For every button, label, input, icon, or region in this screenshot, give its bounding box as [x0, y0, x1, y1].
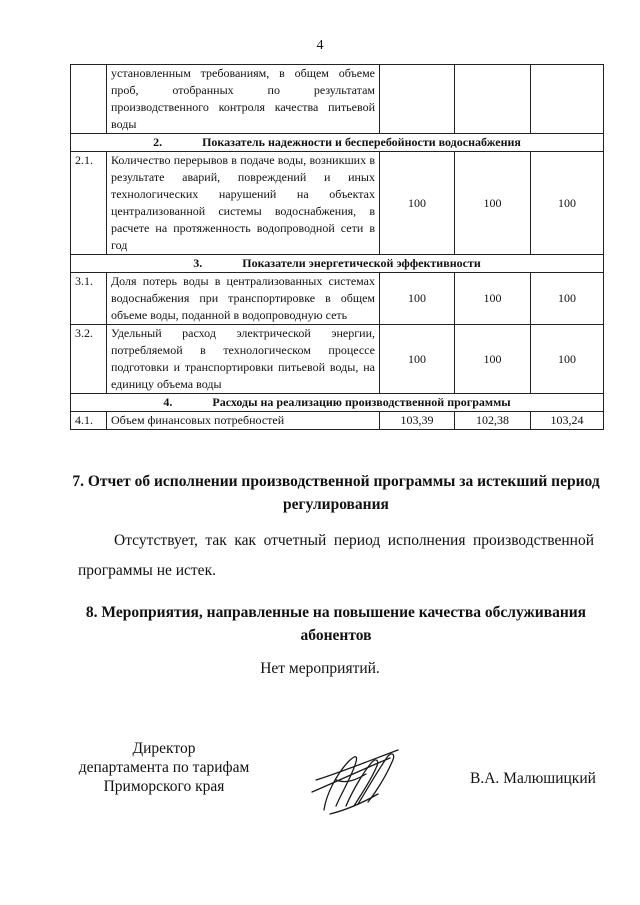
- signer-position-line: департамента по тарифам: [78, 759, 250, 776]
- table-row: [71, 412, 604, 430]
- row-description: Количество перерывов в подаче воды, возникших в результате аварий, повреждений и иных технологических нарушений на объектах централизованной системы водоснабжения, в расчете на протяженность водопроводной сети в год: [107, 152, 380, 255]
- row-value: 100: [380, 152, 455, 255]
- row-value: 100: [531, 325, 604, 394]
- section-header-row: [71, 134, 604, 152]
- signer-name: В.А. Малюшицкий: [470, 770, 596, 787]
- section-title: Показатель надежности и бесперебойности водоснабжения: [202, 135, 521, 149]
- row-value: [531, 65, 604, 134]
- row-number: 4.1.: [71, 412, 107, 430]
- row-value: [455, 65, 531, 134]
- table-row: [71, 65, 604, 134]
- row-description: Объем финансовых потребностей: [107, 412, 380, 430]
- section-number: 4.: [163, 395, 173, 409]
- row-value: 100: [380, 273, 455, 325]
- signer-position: [58, 739, 270, 796]
- row-value: 100: [455, 325, 531, 394]
- table-row: [71, 152, 604, 255]
- row-value: 100: [531, 273, 604, 325]
- section-header-row: [71, 394, 604, 412]
- section-number: 3.: [193, 256, 203, 270]
- row-description: Доля потерь воды в централизованных системах водоснабжения при транспортировке в общем объеме воды, поданной в водопроводную сеть: [107, 273, 380, 325]
- row-value: 102,38: [455, 412, 531, 430]
- handwritten-signature: [306, 740, 406, 820]
- row-description: Удельный расход электрической энергии, потребляемой в технологическом процессе подготовки и транспортировки питьевой воды, на единицу объема воды: [107, 325, 380, 394]
- row-number: [71, 65, 107, 134]
- section-title: Расходы на реализацию производственной программы: [212, 395, 511, 409]
- row-value: 100: [531, 152, 604, 255]
- section7-text-content: Отсутствует, так как отчетный период исполнения производственной программы не истек.: [78, 532, 594, 579]
- section8-text: Нет мероприятий.: [260, 660, 380, 677]
- section7-heading: 7. Отчет об исполнении производственной программы за истекший период регулирования: [72, 473, 600, 513]
- row-value: 103,24: [531, 412, 604, 430]
- table-row: [71, 325, 604, 394]
- row-number: 2.1.: [71, 152, 107, 255]
- row-number: 3.2.: [71, 325, 107, 394]
- section-header-row: [71, 255, 604, 273]
- row-description: установленным требованиям, в общем объеме проб, отобранных по результатам производственного контроля качества питьевой воды: [107, 65, 380, 134]
- signer-position-line: Директор: [132, 740, 196, 757]
- section7-text: [78, 526, 594, 586]
- indicators-table: [70, 64, 604, 430]
- row-value: 100: [455, 152, 531, 255]
- section-number: 2.: [153, 135, 163, 149]
- signer-position-line: Приморского края: [103, 778, 225, 795]
- row-value: 100: [380, 325, 455, 394]
- row-value: 103,39: [380, 412, 455, 430]
- row-value: [380, 65, 455, 134]
- row-value: 100: [455, 273, 531, 325]
- section-title: Показатели энергетической эффективности: [242, 256, 481, 270]
- table-row: [71, 273, 604, 325]
- row-number: 3.1.: [71, 273, 107, 325]
- section8-heading: 8. Мероприятия, направленные на повышение качества обслуживания абонентов: [85, 604, 587, 644]
- page-number: 4: [316, 38, 324, 53]
